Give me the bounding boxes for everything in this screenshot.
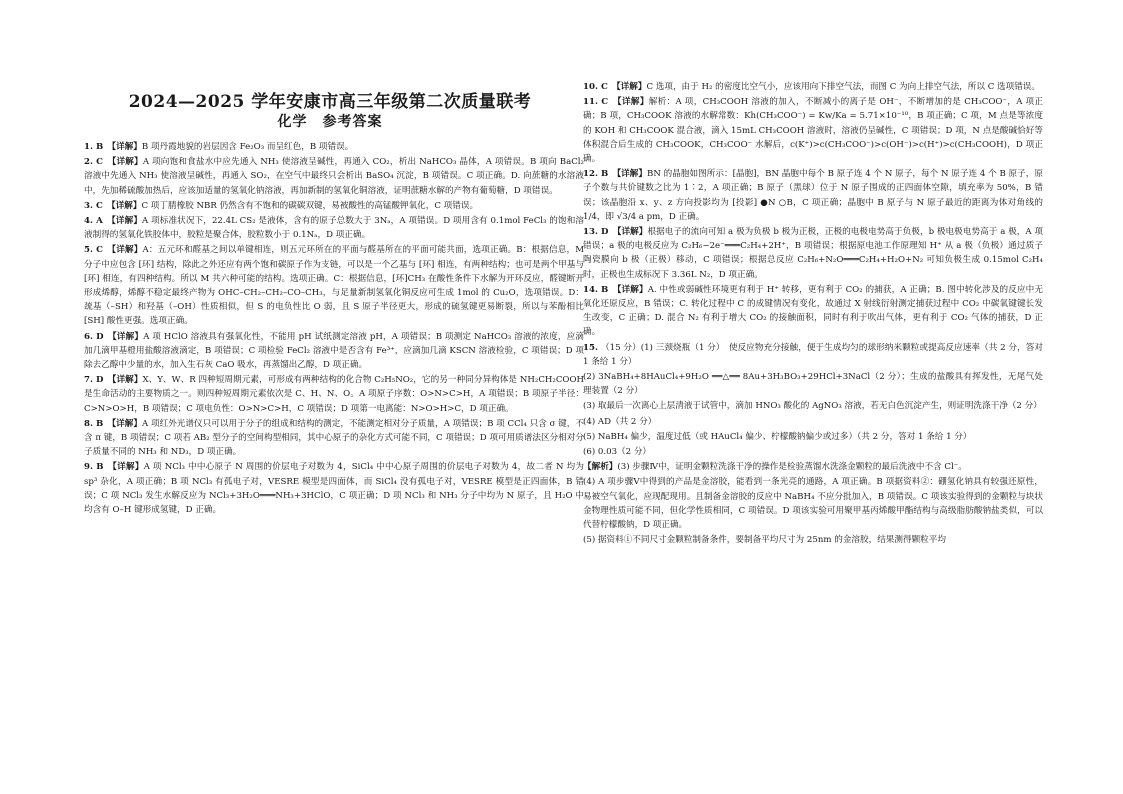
answer-item xyxy=(583,475,1043,532)
answer-text: C 选项，由于 H₂ 的密度比空气小，应该用向下排空气法，而图 C 为向上排空气法，所以 C 选项错误。 xyxy=(646,82,1040,92)
answer-item xyxy=(84,214,584,242)
answer-text: C 项丁腈橡胶 NBR 仍然含有不饱和的碳碳双键，易被酸性的高锰酸钾氧化，C 项错误。 xyxy=(141,200,479,211)
answer-text: (3) 步骤Ⅳ中，证明金颗粒洗涤干净的操作是检验蒸馏水洗涤金颗粒的最后洗液中不含 Cl⁻。 xyxy=(617,462,967,473)
right-column xyxy=(583,80,1043,549)
answer-label: 2. C 【详解】 xyxy=(84,157,143,168)
answer-label: 15. xyxy=(583,342,602,353)
answer-item xyxy=(583,95,1043,166)
answer-text: (3) 取最后一次离心上层清液于试管中，滴加 HNO₃ 酸化的 AgNO₃ 溶液，若无白色沉淀产生，则证明洗涤干净（2 分） xyxy=(583,401,1042,412)
answer-text: X、Y、W、R 四种短周期元素，可形成有两种结构的化合物 C₂H₅NO₂，它的另一种同分异构体是 NH₂CH₂COOH 是生命活动的主要物质之一。则四种短周期元素依次是 C、H、N、O。A 项原子序数：O>N>C>H，A 项错误；B 项原子半径：C>N>O>H，B 项错误；C 项电负性：O>N>C>H，C 项错误；D 项第一电离能：N>O>H>C，D 项正确。 xyxy=(84,375,584,414)
answer-text: (4) AD（共 2 分） xyxy=(583,416,657,427)
page-title: 2024—2025 学年安康市高三年级第二次质量联考 xyxy=(128,92,532,112)
answer-text: A 项 HClO 溶液具有强氧化性，不能用 pH 试纸测定溶液 pH，A 项错误；B 项测定 NaHCO₃ 溶液的浓度，应滴加几滴甲基橙用盐酸溶液滴定，B 项错误；C 项检验 FeCl₂ 溶液中是否含有 Fe³⁺，应滴加几滴 KSCN 溶液检验，C 项错误；D 项除去乙醇中少量的水，加入生石灰 CaO 吸水，再蒸馏出乙醇，D 项正确。 xyxy=(84,331,584,371)
answer-text: B 项丹霞地貌的岩层因含 Fe₂O₃ 而呈红色，B 项错误。 xyxy=(141,142,354,152)
answer-item xyxy=(84,330,584,373)
answer-label: 3. C 【详解】 xyxy=(84,200,142,211)
answer-text: 根据电子的流向可知 a 极为负极 b 极为正极，正极的电极电势高于负极，b 极电极电势高于 a 极，A 项错误；a 极的电极反应为 C₂H₆−2e⁻═══C₂H₄+2H⁺，B 项错误；根据原电池工作原理知 H⁺ 从 a 极（负极）通过质子陶瓷膜向 b 极（正极）移动，C 项错误；根据总反应 C₂H₆+N₂O═══C₂H₄+H₂O+N₂ 可知负极生成 0.15mol C₂H₄ 时，正极也生成标况下 3.36L N₂，D 项正确。 xyxy=(583,227,1043,280)
answer-text: A 项向饱和食盐水中应先通入 NH₃ 使溶液呈碱性，再通入 CO₂，析出 NaHCO₃ 晶体，A 项错误。B 项向 BaCl₂ 溶液中先通入 NH₃ 使溶液呈碱性，再通入 SO₂，在空气中最终只会析出 BaSO₄ 沉淀，B 项错误。C 项正确。D. 向蔗糖的水溶液中，先加稀硫酸加热后，应该加适量的氢氧化钠溶液，再加新制的氢氧化铜溶液，证明蔗糖水解的产物有葡萄糖，D 项错误。 xyxy=(84,157,584,196)
answer-text: A. 中性或弱碱性环境更有利于 H⁺ 转移，更有利于 CO₂ 的捕获，A 正确；B. 图中转化涉及的反应中无氧化还原反应，B 错误；C. 转化过程中 C 的成键情况有变化，故通过 X 射线衍射测定捕获过程中 CO₂ 中碳氧键键长发生改变，C 正确；D. 混合 N₂ 有利于增大 CO₂ 的接触面积，同时有利于吹出气体，更有利于 CO₂ 气体的捕获，D 正确。 xyxy=(583,284,1043,338)
answer-label: 6. D 【详解】 xyxy=(84,331,144,342)
answer-item xyxy=(583,283,1043,340)
left-column xyxy=(84,140,584,518)
answer-label: 8. B 【详解】 xyxy=(84,418,143,429)
answer-text: A 项标准状况下，22.4L CS₂ 是液体，含有的原子总数大于 3Nₐ，A 项错误。D 项用含有 0.1mol FeCl₃ 的饱和溶液制得的氢氧化铁胶体中，胶粒是聚合体，胶粒数小于 0.1Nₐ，D 项正确。 xyxy=(84,216,584,241)
answer-text: （15 分）(1) 三颈烧瓶（1 分） 使反应物充分接触，便于生成均匀的球形纳米颗粒或提高反应速率（共 2 分，答对 1 条给 1 分） xyxy=(583,342,1043,367)
answer-text: (6) 0.03（2 分） xyxy=(583,447,652,458)
answer-item xyxy=(583,445,1043,459)
answer-label: 10. C 【详解】 xyxy=(583,82,647,92)
answer-label: 12. B 【详解】 xyxy=(583,169,648,180)
page-subtitle: 化学 参考答案 xyxy=(277,114,383,130)
answer-item xyxy=(583,399,1043,413)
answer-text: (5) NaBH₄ 偏少，温度过低（或 HAuCl₄ 偏少、柠檬酸钠偏少或过多）（共 2 分，答对 1 条给 1 分） xyxy=(583,431,972,442)
answer-label: 1. B 【详解】 xyxy=(84,142,142,152)
answer-text: (5) 据资料①不同尺寸金颗粒制备条件，要制备平均尺寸为 25nm 的金溶胶，结果测得颗粒平均 xyxy=(583,535,946,546)
answer-item xyxy=(84,417,584,460)
answer-item xyxy=(583,370,1043,398)
answer-text: A：五元环和醛基之间以单键相连，则五元环所在的平面与醛基所在的平面可能共面，选项正确。B：根据信息，M 分子中应包含 [环] 结构，除此之外还应有两个饱和碳原子作为支链，可以是一个乙基与 [环] 相连，有两种结构；也可是两个甲基与 [环] 相连，有四种结构。所以 M 共六种可能的结构。选项正确。C：根据信息，[环]CH₃ 在酸性条件下水解为开环反应，醛键断开形成烯醇，烯醇不稳定最终产物为 OHC–CH₂–CH₂–CO–CH₃，与足量新制氢氧化铜反应可生成 1mol 的 Cu₂O，选项错误。D：巯基（–SH）和羟基（–OH）性质相似，但 S 的电负性比 O 弱，且 S 原子半径更大，形成的硫氢键更易断裂，所以与苯酚相比 [SH] 酸性更强。选项正确。 xyxy=(84,245,584,327)
answer-item xyxy=(84,460,584,517)
answer-item xyxy=(583,80,1043,94)
answer-item xyxy=(583,341,1043,369)
answer-label: 11. C 【详解】 xyxy=(583,97,649,108)
answer-item xyxy=(583,533,1043,547)
answer-item xyxy=(583,225,1043,282)
answer-item xyxy=(84,140,584,154)
answer-item xyxy=(583,460,1043,474)
answer-label: 13. D 【详解】 xyxy=(583,227,648,238)
answer-item xyxy=(84,199,584,213)
answer-item xyxy=(84,243,584,328)
answer-text: BN 的晶胞如图所示：[晶胞]，BN 晶胞中每个 B 原子连 4 个 N 原子，每个 N 原子连 4 个 B 原子，原子个数与共价键数之比为 1∶2，A 项正确；B 原子（黑球）位于 N 原子围成的正四面体空隙，填充率为 50%，B 错误；该晶胞沿 x、y、z 方向投影均为 [投影] ●N ○B，C 项正确；晶胞中 B 原子与 N 原子最近的距离为体对角线的 1/4，即 √3/4 a pm，D 正确。 xyxy=(583,169,1043,222)
answer-text: A 项 NCl₃ 中中心原子 N 周围的价层电子对数为 4，SiCl₄ 中中心原子周围的价层电子对数为 4，故二者 N 均为 sp³ 杂化，A 项正确；B 项 NCl₃ 有孤电子对，VESRE 模型是四面体，而 SiCl₄ 没有孤电子对，VESRE 模型是正四面体，B 错误；C 项 NCl₃ 发生水解反应为 NCl₃+3H₂O═══NH₃+3HClO，C 项正确；D 项 NCl₃ 和 NH₃ 分子中均为 N 原子，且 H₂O 中均含有 O–H 键形成氢键，D 正确。 xyxy=(84,462,584,516)
answer-text: (4) A 项步骤Ⅴ中得到的产品是金溶胶，能看到一条光亮的通路，A 项正确。B 项据资料②：硼氢化钠具有较强还原性，易被空气氧化，应现配现用。且制备金溶胶的反应中 NaBH₄ 不应分批加入，B 项错误。C 项该实验得到的金颗粒与块状金物理性质可能不同，但化学性质相同，C 项错误。D 项该实验可用聚甲基丙烯酸甲酯结构与高级脂肪酸钠盐类似，可以代替柠檬酸钠，D 项正确。 xyxy=(583,477,1043,531)
answer-label: 14. B 【详解】 xyxy=(583,284,648,295)
answer-item xyxy=(84,155,584,198)
answer-item xyxy=(583,430,1043,444)
answer-label: 5. C 【详解】 xyxy=(84,245,143,256)
answer-text: (2) 3NaBH₄+8HAuCl₄+9H₂O ══△══ 8Au+3H₃BO₃+29HCl+3NaCl（2 分）；生成的盐酸具有挥发性，无尾气处理装置（2 分） xyxy=(583,372,1043,397)
answer-text: A 项红外光谱仪只可以用于分子的组成和结构的测定，不能测定相对分子质量，A 项错误；B 项 CCl₄ 只含 σ 键，不含 π 键，B 项错误；C 项若 AB₂ 型分子的空间构型相同，其中心原子的杂化方式可能不同，C 项错误；D 项可用质谱法区分相对分子质量不同的 NH₃ 和 ND₃，D 项正确。 xyxy=(84,418,584,458)
answer-label: 7. D 【详解】 xyxy=(84,375,143,386)
answer-text: 解析：A 项，CH₃COOH 溶液的加入，不断减小的离子是 OH⁻，不断增加的是 CH₃COO⁻，A 项正确；B 项，CH₃COOK 溶液的水解常数：Kh(CH₃COO⁻) = Kw/Ka = 5.71×10⁻¹⁰，B 项正确；C 项，M 点是等浓度的 KOH 和 CH₃COOK 混合液，滴入 15mL CH₃COOH 溶液时，溶液仍呈碱性，C 项错误；D 项，N 点是酸碱恰好等体积混合后生成的 CH₃COOK，CH₃COO⁻ 水解后，c(K⁺)>c(CH₃COO⁻)>c(OH⁻)>c(H⁺)>c(CH₃COOH)，D 项正确。 xyxy=(583,97,1043,165)
answer-label: 4. A 【详解】 xyxy=(84,216,143,227)
answer-item xyxy=(84,373,584,416)
answer-label: 【解析】 xyxy=(583,462,618,473)
answer-item xyxy=(583,167,1043,224)
answer-item xyxy=(583,415,1043,429)
answer-label: 9. B 【详解】 xyxy=(84,462,144,473)
